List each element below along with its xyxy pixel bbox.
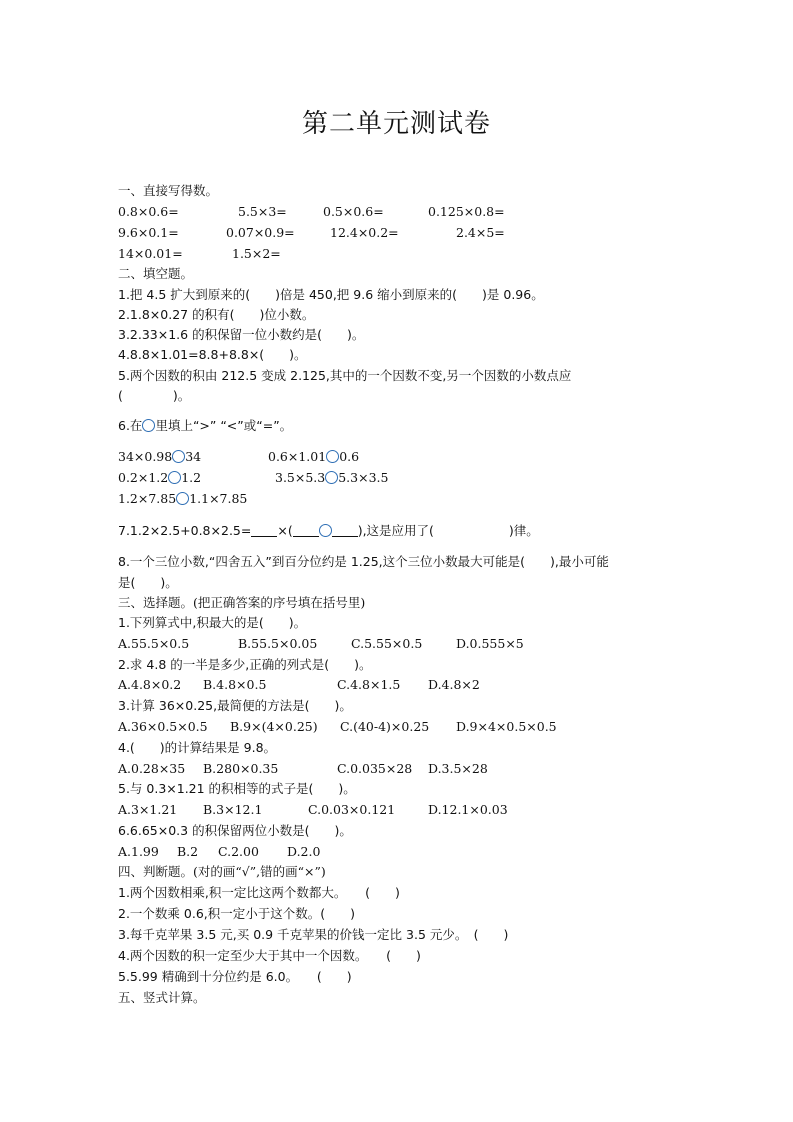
choice-question-3: 3.计算 36×0.25,最简便的方法是( )。 [118,698,352,713]
choice-option: A.36×0.5×0.5 [118,719,208,734]
judge-question-1: 1.两个因数相乘,积一定比这两个数都大。 ( ) [118,885,400,900]
choice-option: D.9×4×0.5×0.5 [456,719,557,734]
choice-option: A.0.28×35 [118,761,186,776]
page-title: 第二单元测试卷 [301,109,491,139]
choice-question-4: 4.( )的计算结果是 9.8。 [118,740,277,755]
section-3-heading: 三、选择题。(把正确答案的序号填在括号里) [118,595,366,610]
calc-item: 0.125×0.8= [428,204,505,219]
fill-question-2: 2.1.8×0.27 的积有( )位小数。 [118,307,315,322]
choice-option: C.2.00 [218,844,259,859]
circle-answer-icon [325,471,338,484]
choice-option: D.2.0 [287,844,321,859]
answer-blank [293,524,319,537]
compare-item: 3.5×5.3 5.3×3.5 [275,470,389,485]
circle-answer-icon [172,450,185,463]
calc-item: 0.07×0.9= [226,225,295,240]
judge-question-3: 3.每千克苹果 3.5 元,买 0.9 千克苹果的价钱一定比 3.5 元少。 ( ) [118,927,509,942]
choice-question-1: 1.下列算式中,积最大的是( )。 [118,615,307,630]
calc-item: 0.8×0.6= [118,204,179,219]
section-2-heading: 二、填空题。 [118,266,194,281]
calc-item: 12.4×0.2= [330,225,399,240]
circle-answer-icon [168,471,181,484]
choice-option: B.9×(4×0.25) [230,719,318,734]
fill-question-4: 4.8.8×1.01=8.8+8.8×( )。 [118,347,307,362]
fill-question-1: 1.把 4.5 扩大到原来的( )倍是 450,把 9.6 缩小到原来的( )是 0.96。 [118,287,544,302]
choice-question-6: 6.6.65×0.3 的积保留两位小数是( )。 [118,823,352,838]
calc-item: 2.4×5= [456,225,505,240]
fill-question-8: 8.一个三位小数,“四舍五入”到百分位约是 1.25,这个三位小数最大可能是( ),最小可能 [118,554,609,569]
answer-blank [332,524,358,537]
calc-item: 0.5×0.6= [323,204,384,219]
q6-text-start: 6.在 [118,418,143,433]
compare-item: 0.2×1.2 1.2 [118,470,202,485]
calc-item: 9.6×0.1= [118,225,179,240]
judge-question-4: 4.两个因数的积一定至少大于其中一个因数。 ( ) [118,948,421,963]
choice-question-2: 2.求 4.8 的一半是多少,正确的列式是( )。 [118,657,372,672]
section-5-heading: 五、竖式计算。 [118,990,206,1005]
answer-blank [251,524,277,537]
choice-option: D.3.5×28 [428,761,488,776]
section-1-heading: 一、直接写得数。 [118,183,219,198]
circle-answer-icon [176,492,189,505]
judge-question-2: 2.一个数乘 0.6,积一定小于这个数。( ) [118,906,356,921]
fill-question-7: 7.1.2×2.5+0.8×2.5= ×( ),这是应用了( )律。 [118,523,539,538]
section-4-heading: 四、判断题。(对的画“√”,错的画“×”) [118,864,326,879]
choice-option: C.0.035×28 [337,761,413,776]
choice-option: C.(40-4)×0.25 [340,719,430,734]
choice-option: A.55.5×0.5 [118,636,190,651]
fill-question-3: 3.2.33×1.6 的积保留一位小数约是( )。 [118,327,365,342]
choice-option: B.280×0.35 [203,761,279,776]
choice-option: A.4.8×0.2 [118,677,182,692]
choice-option: B.55.5×0.05 [238,636,318,651]
choice-option: C.4.8×1.5 [337,677,401,692]
compare-item: 1.2×7.85 1.1×7.85 [118,491,248,506]
calc-item: 5.5×3= [238,204,287,219]
choice-option: B.2 [177,844,199,859]
compare-item: 34×0.98 34 [118,449,202,464]
choice-option: A.3×1.21 [118,802,178,817]
calc-item: 1.5×2= [232,246,281,261]
choice-option: C.5.55×0.5 [351,636,423,651]
choice-option: D.4.8×2 [428,677,480,692]
q6-text-end: 里填上“>” “<”或“=”。 [155,418,293,433]
fill-question-5-cont: ( )。 [118,388,191,403]
circle-answer-icon [319,524,332,537]
circle-answer-icon [142,419,155,432]
choice-question-5: 5.与 0.3×1.21 的积相等的式子是( )。 [118,781,356,796]
choice-option: B.3×12.1 [203,802,263,817]
calc-item: 14×0.01= [118,246,183,261]
compare-item: 0.6×1.01 0.6 [268,449,360,464]
choice-option: B.4.8×0.5 [203,677,267,692]
fill-question-5: 5.两个因数的积由 212.5 变成 2.125,其中的一个因数不变,另一个因数的小数点应 [118,368,572,383]
choice-option: D.0.555×5 [456,636,524,651]
choice-option: D.12.1×0.03 [428,802,508,817]
fill-question-8-cont: 是( )。 [118,575,178,590]
choice-option: A.1.99 [118,844,159,859]
fill-question-6 [118,418,292,434]
judge-question-5: 5.5.99 精确到十分位约是 6.0。 ( ) [118,969,352,984]
circle-answer-icon [326,450,339,463]
choice-option: C.0.03×0.121 [308,802,396,817]
